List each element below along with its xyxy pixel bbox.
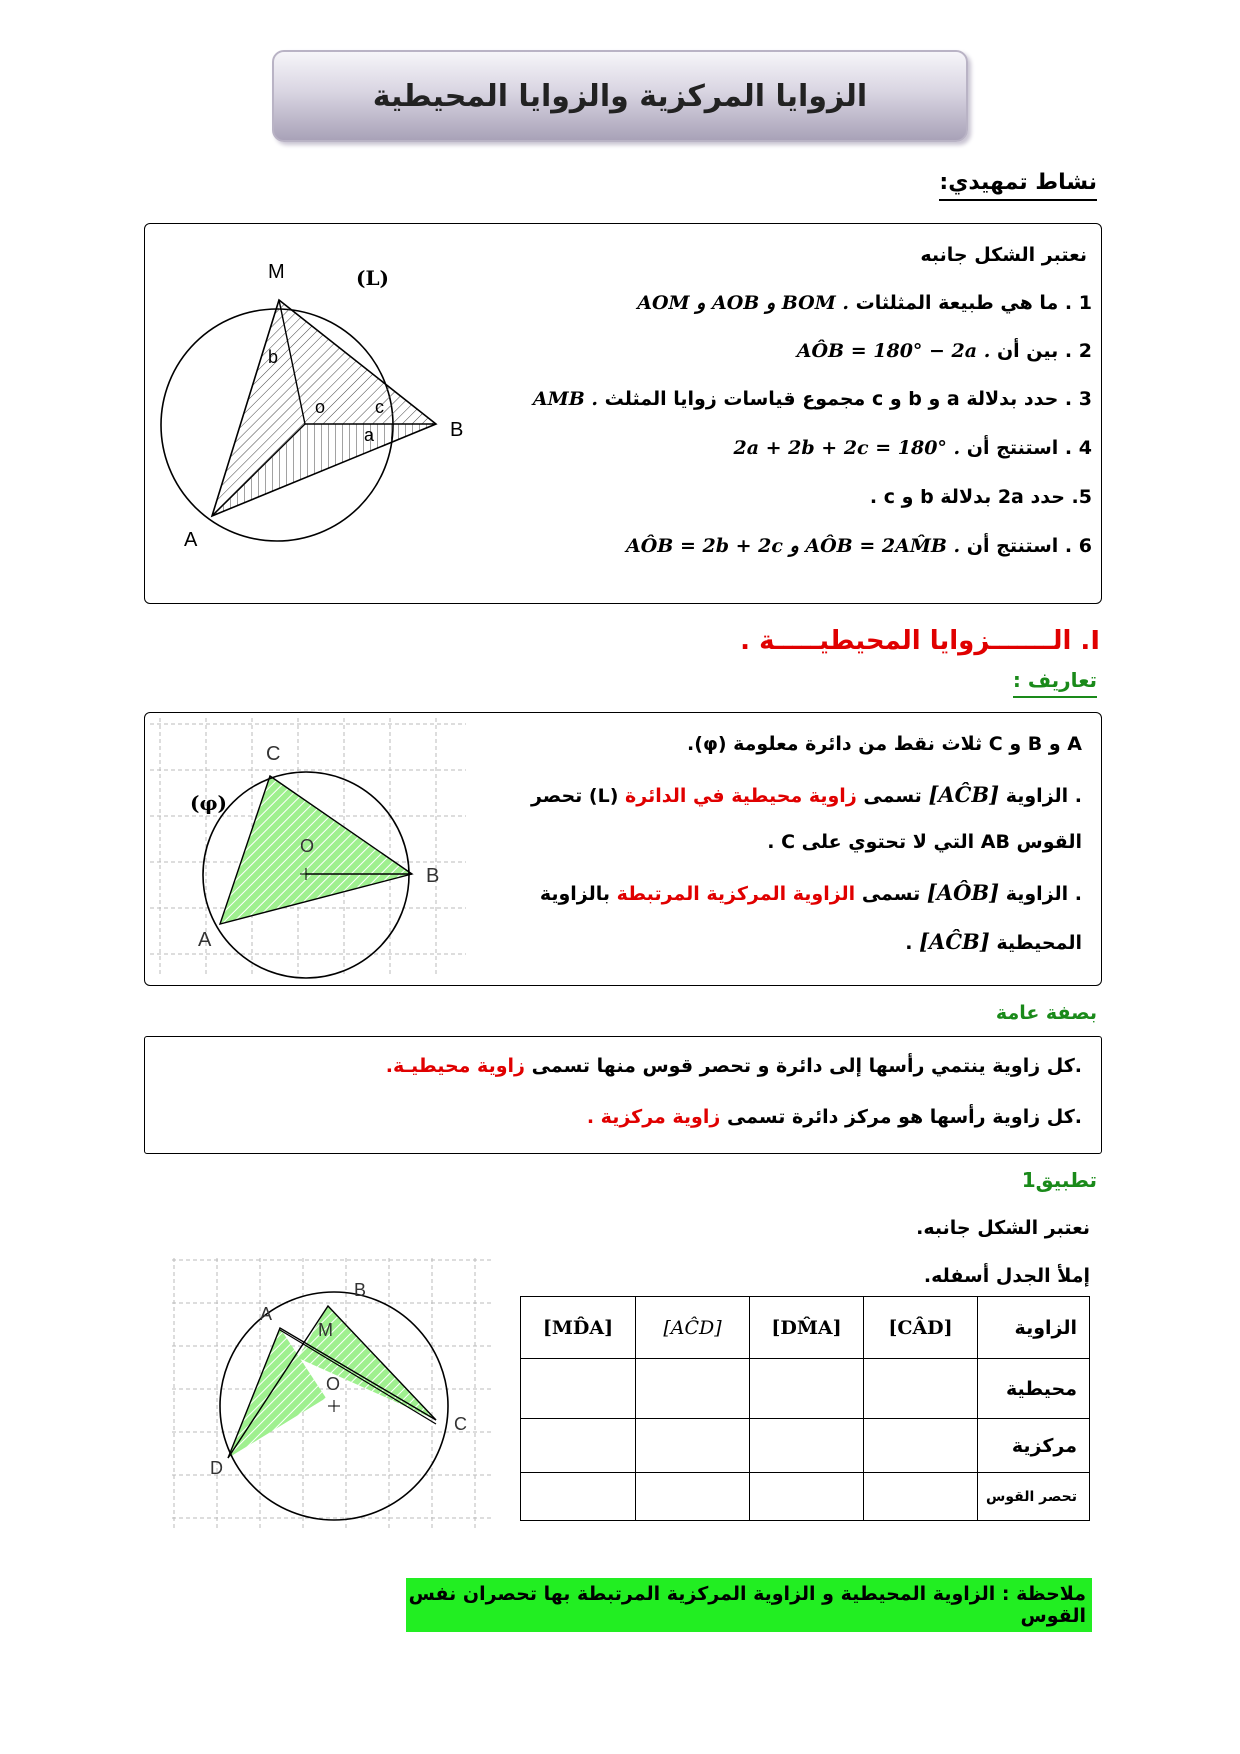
question-6: 6 . استنتج أن AÔB = 2b + 2c و AÔB = 2AM̂B . [626, 535, 1092, 557]
row-label: مركزية [978, 1419, 1090, 1473]
col-header-1: [CÂD] [864, 1297, 978, 1359]
label-B: B [450, 419, 464, 441]
def-line-4: . الزاوية [AÔB] تسمى الزاوية المركزية المرتبطة بالزاوية [539, 880, 1082, 905]
table-row [521, 1419, 1090, 1473]
application-lead-2: إملأ الجدل أسفله. [923, 1265, 1090, 1287]
question-4: 4 . استنتج أن 2a + 2b + 2c = 180° . [733, 437, 1092, 459]
angle-b: b [268, 347, 279, 367]
application-table [520, 1296, 1090, 1521]
note-banner [406, 1578, 1092, 1632]
col-header-2: [DM̂A] [750, 1297, 864, 1359]
label-o: o [315, 397, 326, 417]
label-B: B [354, 1280, 367, 1300]
page-title: الزوايا المركزية والزوايا المحيطية [372, 78, 868, 114]
label-C: C [454, 1414, 467, 1434]
angle-c: c [375, 397, 384, 417]
label-phi: (φ) [190, 791, 228, 815]
label-B: B [426, 865, 440, 887]
question-2: 2 . بين أن AÔB = 180° − 2a . [796, 340, 1092, 362]
application-heading: تطبيق1 [1021, 1168, 1097, 1192]
label-O: O [300, 836, 315, 856]
row-label: محيطية [978, 1359, 1090, 1419]
def-line-1: A و B و C ثلاث نقط من دائرة معلومة (φ). [687, 733, 1082, 755]
label-M: M [268, 261, 285, 283]
question-5: 5. حدد 2a بدلالة b و c . [869, 486, 1092, 508]
question-3: 3 . حدد بدلالة a و b و c مجموع قياسات زوايا المثلث AMB . [532, 388, 1092, 410]
def-line-3: القوس AB التي لا تحتوي على C . [767, 831, 1082, 853]
label-L: (L) [356, 266, 389, 290]
def-line-5: المحيطية [AĈB] . [905, 929, 1082, 954]
angle-a: a [364, 425, 375, 445]
general-line-2: .كل زاوية رأسها هو مركز دائرة تسمى زاوية مركزية . [586, 1106, 1082, 1128]
row-label: تحصر القوس [978, 1473, 1090, 1521]
label-M: M [318, 1320, 333, 1340]
defs-heading: تعاريف : [1013, 668, 1097, 692]
application-figure [168, 1258, 498, 1530]
intro-figure [160, 250, 480, 560]
label-A: A [184, 529, 198, 551]
question-1: 1 . ما هي طبيعة المثلثات AOM و AOB و BOM . [637, 292, 1092, 314]
col-header-3: [AĈD] [636, 1297, 750, 1359]
table-row [521, 1473, 1090, 1521]
intro-lead: نعتبر الشكل جانبه [920, 244, 1087, 266]
general-box [144, 1036, 1102, 1154]
label-C: C [266, 743, 281, 765]
table-header-label: الزاوية [978, 1297, 1090, 1359]
title-banner [272, 50, 968, 142]
application-lead-1: نعتبر الشكل جانبه. [916, 1217, 1090, 1239]
general-line-1: .كل زاوية ينتمي رأسها إلى دائرة و تحصر قوس منها تسمى زاوية محيطيـة. [385, 1055, 1082, 1077]
col-header-4: [MD̂A] [521, 1297, 636, 1359]
label-A: A [198, 929, 212, 951]
general-heading: بصفة عامة [995, 1002, 1097, 1024]
label-D: D [210, 1458, 223, 1478]
definitions-figure [150, 718, 470, 980]
table-row [521, 1359, 1090, 1419]
def-line-2: . الزاوية [AĈB] تسمى زاوية محيطية في الدائرة (L) تحصر [530, 782, 1082, 807]
section-1-heading: I. الـــــــزوايا المحيطيـــــة . [740, 626, 1100, 656]
table-header-row [521, 1297, 1090, 1359]
intro-heading: نشاط تمهيدي: [939, 170, 1097, 195]
label-A: A [260, 1304, 273, 1324]
label-O: O [326, 1374, 341, 1394]
note-text: ملاحظة : الزاوية المحيطية و الزاوية المركزية المرتبطة بها تحصران نفس القوس [408, 1583, 1086, 1627]
